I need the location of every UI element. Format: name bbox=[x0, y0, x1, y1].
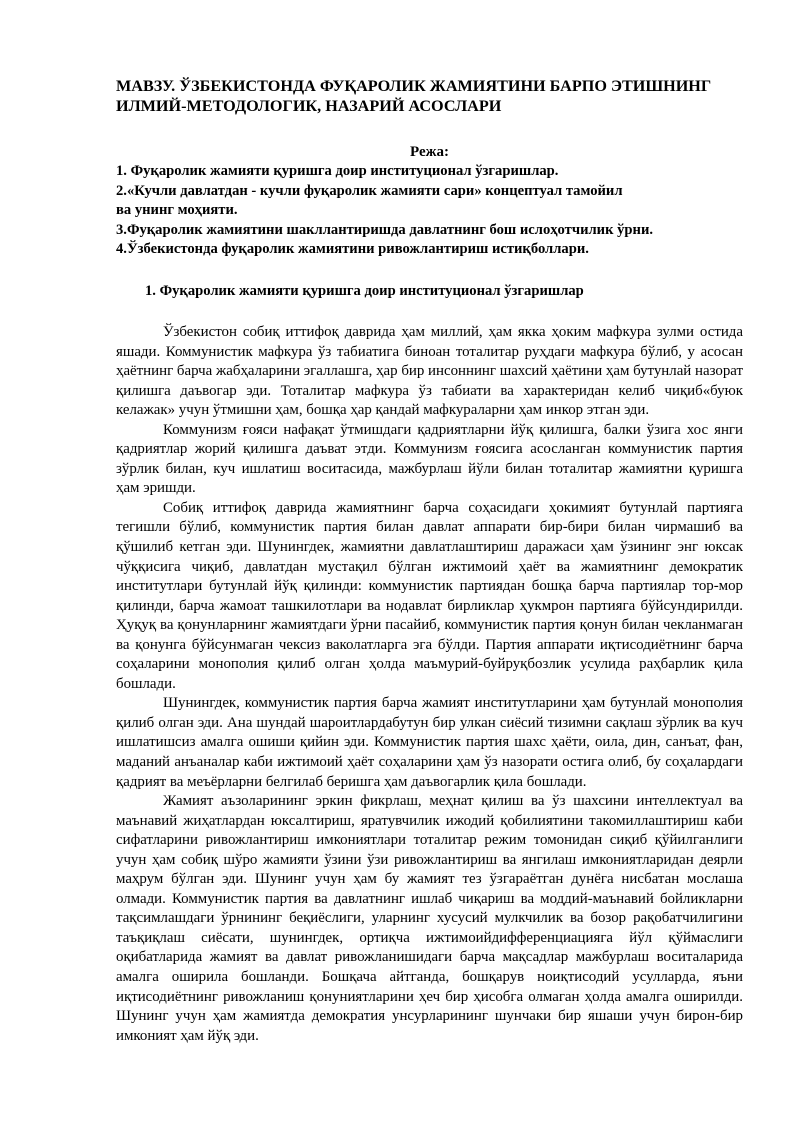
plan-list bbox=[116, 162, 743, 260]
section-heading: 1. Фуқаролик жамияти қуришга доир институционал ўзгаришлар bbox=[145, 282, 584, 299]
section-body bbox=[116, 323, 743, 1046]
plan-heading: Режа: bbox=[410, 144, 449, 160]
paragraph-5: Жамият аъзоларининг эркин фикрлаш, меҳнат қилиш ва ўз шахсини интеллектуал ва маънавий жиҳатлардан юксалтириш, яратувчилик ижодий қобилиятини такомиллаштириш каби сифатларини ривожлантириш имкониятлари тоталитар режим томонидан сиқиб қўйилганлиги учун ҳам собиқ шўро жамияти ўзини ўзи ривожлантириш ва янгилаш имкониятларидан деярли маҳрум бўлган эди. Шунинг учун ҳам бу жамият тез ўзгараётган дунёга нисбатан мослаша олмади. Коммунистик партия ва давлатнинг ишлаб чиқариш ва моддий-маънавий бойликларни тақсимлашдаги ўрнининг беқиёслиги, уларнинг хусусий мулкчилик ва бозор рақобатчилигини таъқиқлаш сиёсати, шунингдек, ортиқча ижтимоийдифференциацияга йўл қўймаслиги оқибатларида жамият ва давлат ривожланишидаги барча мақсадлар мажбурлаш воситаларида амалга оширила бошланди. Бошқача айтганда, бошқарув ноиқтисодий усулларда, яъни иқтисодиётнинг ривожланиш қонуниятларини ҳеч бир ҳисобга олмаган ҳолда амалга оширилди. Шунинг учун ҳам жамиятда демократия унсурларининг шунчаки бир яшаши учун бирон-бир имконият ҳам йўқ эди. bbox=[116, 793, 743, 1044]
plan-item-3: 3.Фуқаролик жамиятини шакллантиришда давлатнинг бош ислоҳотчилик ўрни. bbox=[116, 221, 654, 238]
paragraph-1: Ўзбекистон собиқ иттифоқ даврида ҳам миллий, ҳам якка ҳоким мафкура зулми остида яшади. Коммунистик мафкура ўз табиатига биноан тоталитар руҳдаги мафкура бўлиб, у асосан ҳаётнинг барча жабҳаларини эгаллашга, ҳар бир инсоннинг шахсий ҳаётини ҳам бутунлай назорат қилишга даъвогар эди. Тоталитар мафкура ўз табиати ва характеридан келиб чиқиб«буюк келажак» учун ўтмишни ҳам, бошқа ҳар қандай мафкураларни ҳам инкор этган эди. bbox=[116, 323, 743, 419]
document-title: МАВЗУ. ЎЗБЕКИСТОНДА ФУҚАРОЛИК ЖАМИЯТИНИ БАРПО ЭТИШНИНГ ИЛМИЙ-МЕТОДОЛОГИК, НАЗАРИЙ АСОСЛАРИ bbox=[116, 77, 712, 115]
paragraph-3: Собиқ иттифоқ даврида жамиятнинг барча соҳасидаги ҳокимият бутунлай партияга тегишли бўлиб, коммунистик партия билан давлат аппарати бир-бири билан чирмашиб ва қўшилиб кетган эди. Шунингдек, жамиятни давлатлаштириш даражаси ҳам ўзининг энг юксак чўққисига чиқиб, давлатдан мустақил бўлган ижтимоий ҳаёт ва жамиятнинг демократик институтлари бутунлай йўқ қилинди: коммунистик партиядан бошқа барча партиялар тор-мор қилинди, барча жамоат ташкилотлари ва нодавлат бирликлар ҳукмрон партияга бўйсундирилди. Ҳуқуқ ва қонунларнинг жамиятдаги ўрни пасайиб, коммунистик партия қонун билан чекланмаган ва қонунга бўйсунмаган чексиз ваколатларга эга бўлди. Партия аппарати иқтисодиётнинг барча соҳаларини монополия қилиб олган ҳолда маъмурий-буйруқбозлик усулида раҳбарлик қила бошлади. bbox=[116, 499, 743, 692]
plan-item-2: 2.«Кучли давлатдан - кучли фуқаролик жамияти сари» концептуал тамойил bbox=[116, 182, 623, 199]
paragraph-2: Коммунизм ғояси нафақат ўтмишдаги қадриятларни йўқ қилишга, балки ўзига хос янги қадриятлар жорий қилишга даъват этди. Коммунизм ғоясига асосланган коммунистик партия зўрлик билан, куч ишлатиш воситасида, мажбурлаш йўли билан тоталитар жамиятни қуришга ҳам эришди. bbox=[116, 421, 743, 497]
paragraph-4: Шунингдек, коммунистик партия барча жамият институтларини ҳам бутунлай монополия қилиб олган эди. Ана шундай шароитлардабутун бир улкан сиёсий тизимни сақлаш зўрлик ва куч ишлатишсиз амалга ошиши қийин эди. Коммунистик партия шахс ҳаёти, оила, дин, санъат, фан, маданий анъаналар каби ижтимоий ҳаёт соҳаларини ҳам ўз назорати остига олиб, бу соҳалардаги қадрият ва меъёрларни белгилаб беришга ҳам даъвогарлик қила бошлади. bbox=[116, 695, 743, 790]
plan-item-1: 1. Фуқаролик жамияти қуришга доир институционал ўзгаришлар. bbox=[116, 163, 559, 179]
plan-item-4: 4.Ўзбекистонда фуқаролик жамиятини ривожлантириш истиқболлари. bbox=[116, 241, 589, 258]
plan-item-2-continuation: ва унинг моҳияти. bbox=[116, 202, 238, 219]
